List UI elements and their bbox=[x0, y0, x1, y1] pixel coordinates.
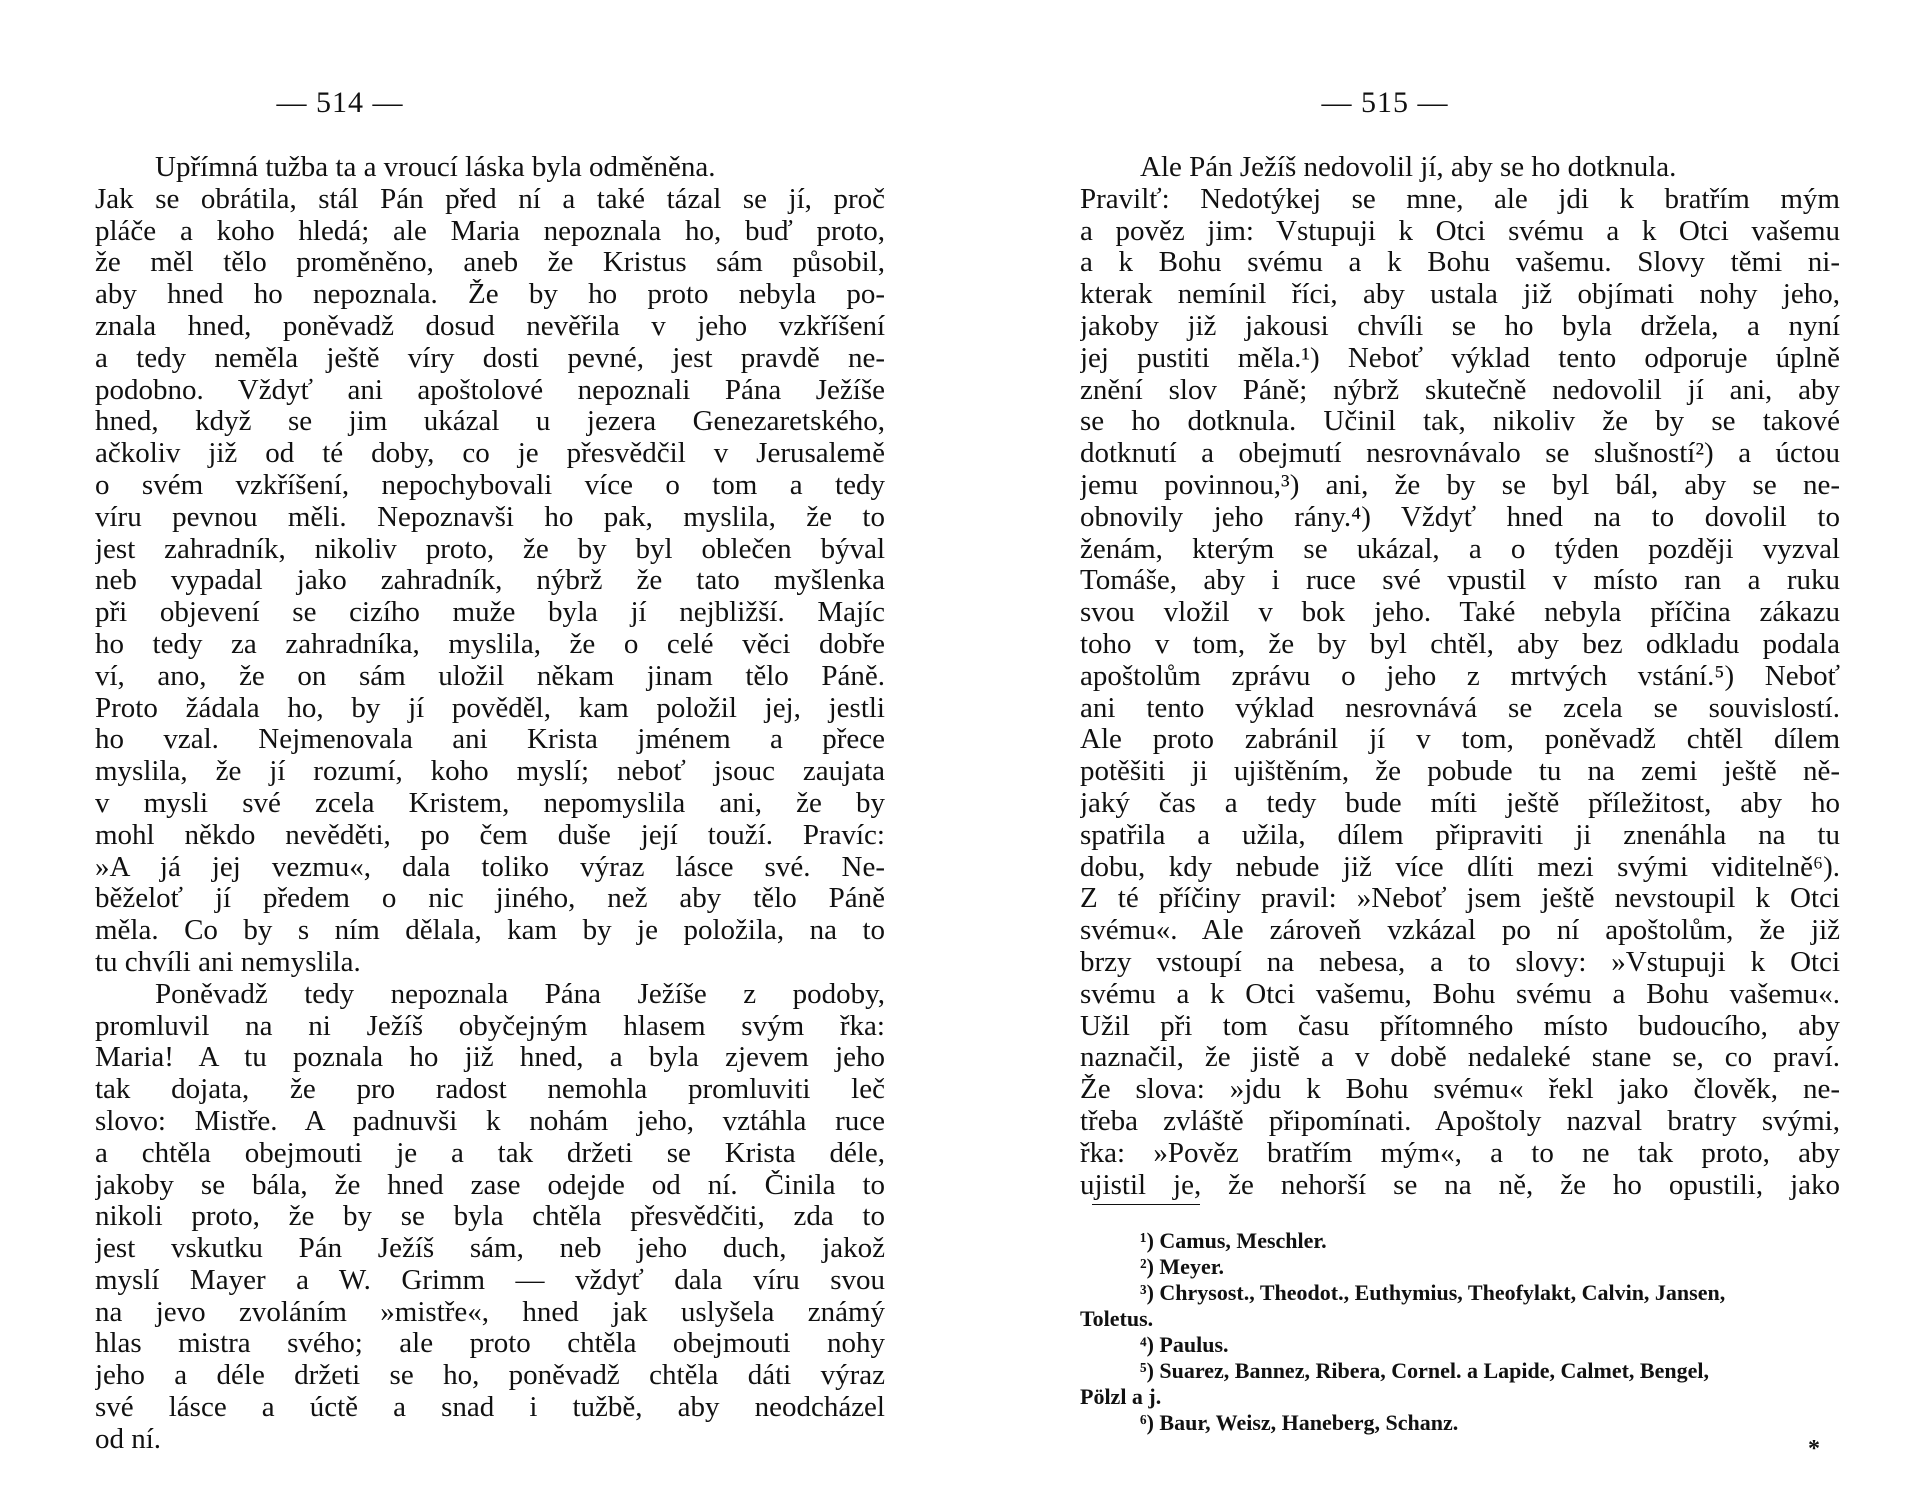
text-line: jakoby se bála, že hned zase odejde od ní. Činila to bbox=[95, 1169, 885, 1201]
text-line: Maria! A tu poznala ho již hned, a byla zjevem jeho bbox=[95, 1042, 885, 1074]
text-line: aby hned ho nepoznala. Že by ho proto nebyla po- bbox=[95, 279, 885, 311]
text-line: obnovily jeho rány.⁴) Vždyť hned na to dovolil to bbox=[1080, 501, 1840, 533]
text-line: ani tento výklad nesrovnává se zcela se souvislostí. bbox=[1080, 692, 1840, 724]
text-line: naznačil, že jistě a v době nedaleké stane se, co praví. bbox=[1080, 1042, 1840, 1074]
text-line: ho tedy za zahradníka, myslila, že o celé věci dobře bbox=[95, 628, 885, 660]
text-line: a chtěla obejmouti je a tak držeti se Krista déle, bbox=[95, 1137, 885, 1169]
text-line: jemu povinnou,³) ani, že by se byl bál, aby se ne- bbox=[1080, 469, 1840, 501]
footnote: Pölzl a j. bbox=[1080, 1384, 1162, 1409]
footnote-divider bbox=[1092, 1204, 1200, 1205]
text-line: slovo: Mistře. A padnuvši k nohám jeho, vztáhla ruce bbox=[95, 1105, 885, 1137]
text-line: znala hned, poněvadž dosud nevěřila v jeho vzkříšení bbox=[95, 310, 885, 342]
text-line: a pověz jim: Vstupuji k Otci svému a k Otci vašemu bbox=[1080, 215, 1840, 247]
footnote: ⁶) Baur, Weisz, Haneberg, Schanz. bbox=[1140, 1410, 1459, 1435]
text-line: měla. Co by s ním dělala, kam by je položila, na to bbox=[95, 915, 885, 947]
body-text bbox=[95, 152, 885, 1456]
text-line: svému a k Otci vašemu, Bohu svému a Bohu vašemu«. bbox=[1080, 978, 1840, 1010]
text-line: třeba zvláště připomínati. Apoštoly nazval bratry svými, bbox=[1080, 1105, 1840, 1137]
text-line: neb vypadal jako zahradník, nýbrž že tato myšlenka bbox=[95, 565, 885, 597]
signature-mark: * bbox=[1808, 1436, 1820, 1462]
page-number: — 514 — bbox=[276, 86, 404, 119]
text-line: se ho dotknula. Učinil tak, nikoliv že by se takové bbox=[1080, 406, 1840, 438]
text-line: kterak nemínil říci, aby ustala již objímati nohy jeho, bbox=[1080, 279, 1840, 311]
text-line: svou vložil v bok jeho. Také nebyla příčina zákazu bbox=[1080, 597, 1840, 629]
text-line: hned, když se jim ukázal u jezera Genezaretského, bbox=[95, 406, 885, 438]
text-line: ačkoliv již od té doby, co je přesvědčil v Jerusalemě bbox=[95, 438, 885, 470]
text-line: jej pustiti měla.¹) Neboť výklad tento odporuje úplně bbox=[1080, 342, 1840, 374]
text-line: mohl někdo nevěděti, po čem duše její touží. Pravíc: bbox=[95, 819, 885, 851]
text-line: na jevo zvoláním »mistře«, hned jak uslyšela známý bbox=[95, 1296, 885, 1328]
body-text bbox=[1080, 152, 1840, 1201]
text-line: apoštolům zprávu o jeho z mrtvých vstání.⁵) Neboť bbox=[1080, 660, 1840, 692]
text-line: Z té příčiny pravil: »Neboť jsem ještě nevstoupil k Otci bbox=[1080, 883, 1840, 915]
text-line: toho v tom, že by byl chtěl, aby bez odkladu podala bbox=[1080, 628, 1840, 660]
text-line: »A já jej vezmu«, dala toliko výraz lásce své. Ne- bbox=[95, 851, 885, 883]
footnote: ⁵) Suarez, Bannez, Ribera, Cornel. a Lapide, Calmet, Bengel, bbox=[1140, 1358, 1709, 1383]
footnote: ²) Meyer. bbox=[1140, 1254, 1224, 1279]
text-line: Poněvadž tedy nepoznala Pána Ježíše z podoby, bbox=[155, 978, 885, 1010]
text-line: ujistil je, že nehorší se na ně, že ho opustili, jako bbox=[1080, 1169, 1840, 1201]
text-line: Jak se obrátila, stál Pán před ní a také tázal se jí, proč bbox=[95, 183, 885, 215]
footnote: ³) Chrysost., Theodot., Euthymius, Theofylakt, Calvin, Jansen, bbox=[1140, 1280, 1726, 1305]
text-line: hlas mistra svého; ale proto chtěla obejmouti nohy bbox=[95, 1328, 885, 1360]
text-line: od ní. bbox=[95, 1423, 162, 1455]
text-line: jaký čas a tedy bude míti ještě příležitost, aby ho bbox=[1080, 787, 1840, 819]
text-line: ví, ano, že on sám uložil někam jinam tělo Páně. bbox=[95, 660, 885, 692]
text-line: běželoť jí předem o nic jiného, než aby tělo Páně bbox=[95, 883, 885, 915]
text-line: tak dojata, že pro radost nemohla promluviti leč bbox=[95, 1074, 885, 1106]
text-line: jeho a déle držeti se ho, poněvadž chtěla dáti výraz bbox=[95, 1360, 885, 1392]
text-line: Pravilť: Nedotýkej se mne, ale jdi k bratřím mým bbox=[1080, 183, 1840, 215]
text-line: své lásce a úctě a snad i tužbě, aby neodcházel bbox=[95, 1392, 885, 1424]
text-line: Tomáše, aby i ruce své vpustil v místo ran a ruku bbox=[1080, 565, 1840, 597]
text-line: a k Bohu svému a k Bohu vašemu. Slovy těmi ni- bbox=[1080, 247, 1840, 279]
text-line: jest zahradník, nikoliv proto, že by byl oblečen býval bbox=[95, 533, 885, 565]
text-line: dobu, kdy nebude již více dlíti mezi svými viditelně⁶). bbox=[1080, 851, 1840, 883]
text-line: v mysli své zcela Kristem, nepomyslila ani, že by bbox=[95, 787, 885, 819]
text-line: ho vzal. Nejmenovala ani Krista jménem a přece bbox=[95, 724, 885, 756]
text-line: že měl tělo proměněno, aneb že Kristus sám působil, bbox=[95, 247, 885, 279]
text-line: svému«. Ale zároveň vzkázal po ní apoštolům, že již bbox=[1080, 915, 1840, 947]
text-line: potěšiti ji ujištěním, že pobude tu na zemi ještě ně- bbox=[1080, 756, 1840, 788]
text-line: nikoli proto, že by se byla chtěla přesvědčiti, zda to bbox=[95, 1201, 885, 1233]
text-line: znění slov Páně; nýbrž skutečně nedovolil jí ani, aby bbox=[1080, 374, 1840, 406]
text-line: ženám, kterým se ukázal, a o týden později vyzval bbox=[1080, 533, 1840, 565]
text-line: Že slova: »jdu k Bohu svému« řekl jako člověk, ne- bbox=[1080, 1074, 1840, 1106]
text-line: tu chvíli ani nemyslila. bbox=[95, 946, 361, 978]
footnote: ⁴) Paulus. bbox=[1140, 1332, 1229, 1357]
text-line: myslila, že jí rozumí, koho myslí; neboť jsouc zaujata bbox=[95, 756, 885, 788]
text-line: víru pevnou měli. Nepoznavši ho pak, myslila, že to bbox=[95, 501, 885, 533]
text-line: podobno. Vždyť ani apoštolové nepoznali Pána Ježíše bbox=[95, 374, 885, 406]
text-line: Užil při tom času přítomného místo budoucího, aby bbox=[1080, 1010, 1840, 1042]
footnotes bbox=[1080, 1228, 1840, 1436]
text-line: Upřímná tužba ta a vroucí láska byla odměněna. bbox=[155, 152, 716, 183]
text-line: jest vskutku Pán Ježíš sám, neb jeho duch, jakož bbox=[95, 1233, 885, 1265]
text-line: promluvil na ni Ježíš obyčejným hlasem svým řka: bbox=[95, 1010, 885, 1042]
text-line: při objevení se cizího muže byla jí nejbližší. Majíc bbox=[95, 597, 885, 629]
text-line: Proto žádala ho, by jí pověděl, kam položil jej, jestli bbox=[95, 692, 885, 724]
text-line: řka: »Pověz bratřím mým«, a to ne tak proto, aby bbox=[1080, 1137, 1840, 1169]
text-line: dotknutí a obejmutí nesrovnávalo se slušností²) a úctou bbox=[1080, 438, 1840, 470]
text-line: myslí Mayer a W. Grimm — vždyť dala víru svou bbox=[95, 1264, 885, 1296]
footnote: Toletus. bbox=[1080, 1306, 1154, 1331]
text-line: o svém vzkříšení, nepochybovali více o tom a tedy bbox=[95, 469, 885, 501]
text-line: a tedy neměla ještě víry dosti pevné, jest pravdě ne- bbox=[95, 342, 885, 374]
text-line: pláče a koho hledá; ale Maria nepoznala ho, buď proto, bbox=[95, 215, 885, 247]
text-line: Ale Pán Ježíš nedovolil jí, aby se ho dotknula. bbox=[1140, 152, 1677, 183]
text-line: spatřila a užila, dílem připraviti ji znenáhla na tu bbox=[1080, 819, 1840, 851]
text-line: jakoby již jakousi chvíli se ho byla držela, a nyní bbox=[1080, 310, 1840, 342]
text-line: brzy vstoupí na nebesa, a to slovy: »Vstupuji k Otci bbox=[1080, 946, 1840, 978]
page-number: — 515 — bbox=[1321, 86, 1449, 119]
footnote: ¹) Camus, Meschler. bbox=[1140, 1228, 1327, 1253]
text-line: Ale proto zabránil jí v tom, poněvadž chtěl dílem bbox=[1080, 724, 1840, 756]
